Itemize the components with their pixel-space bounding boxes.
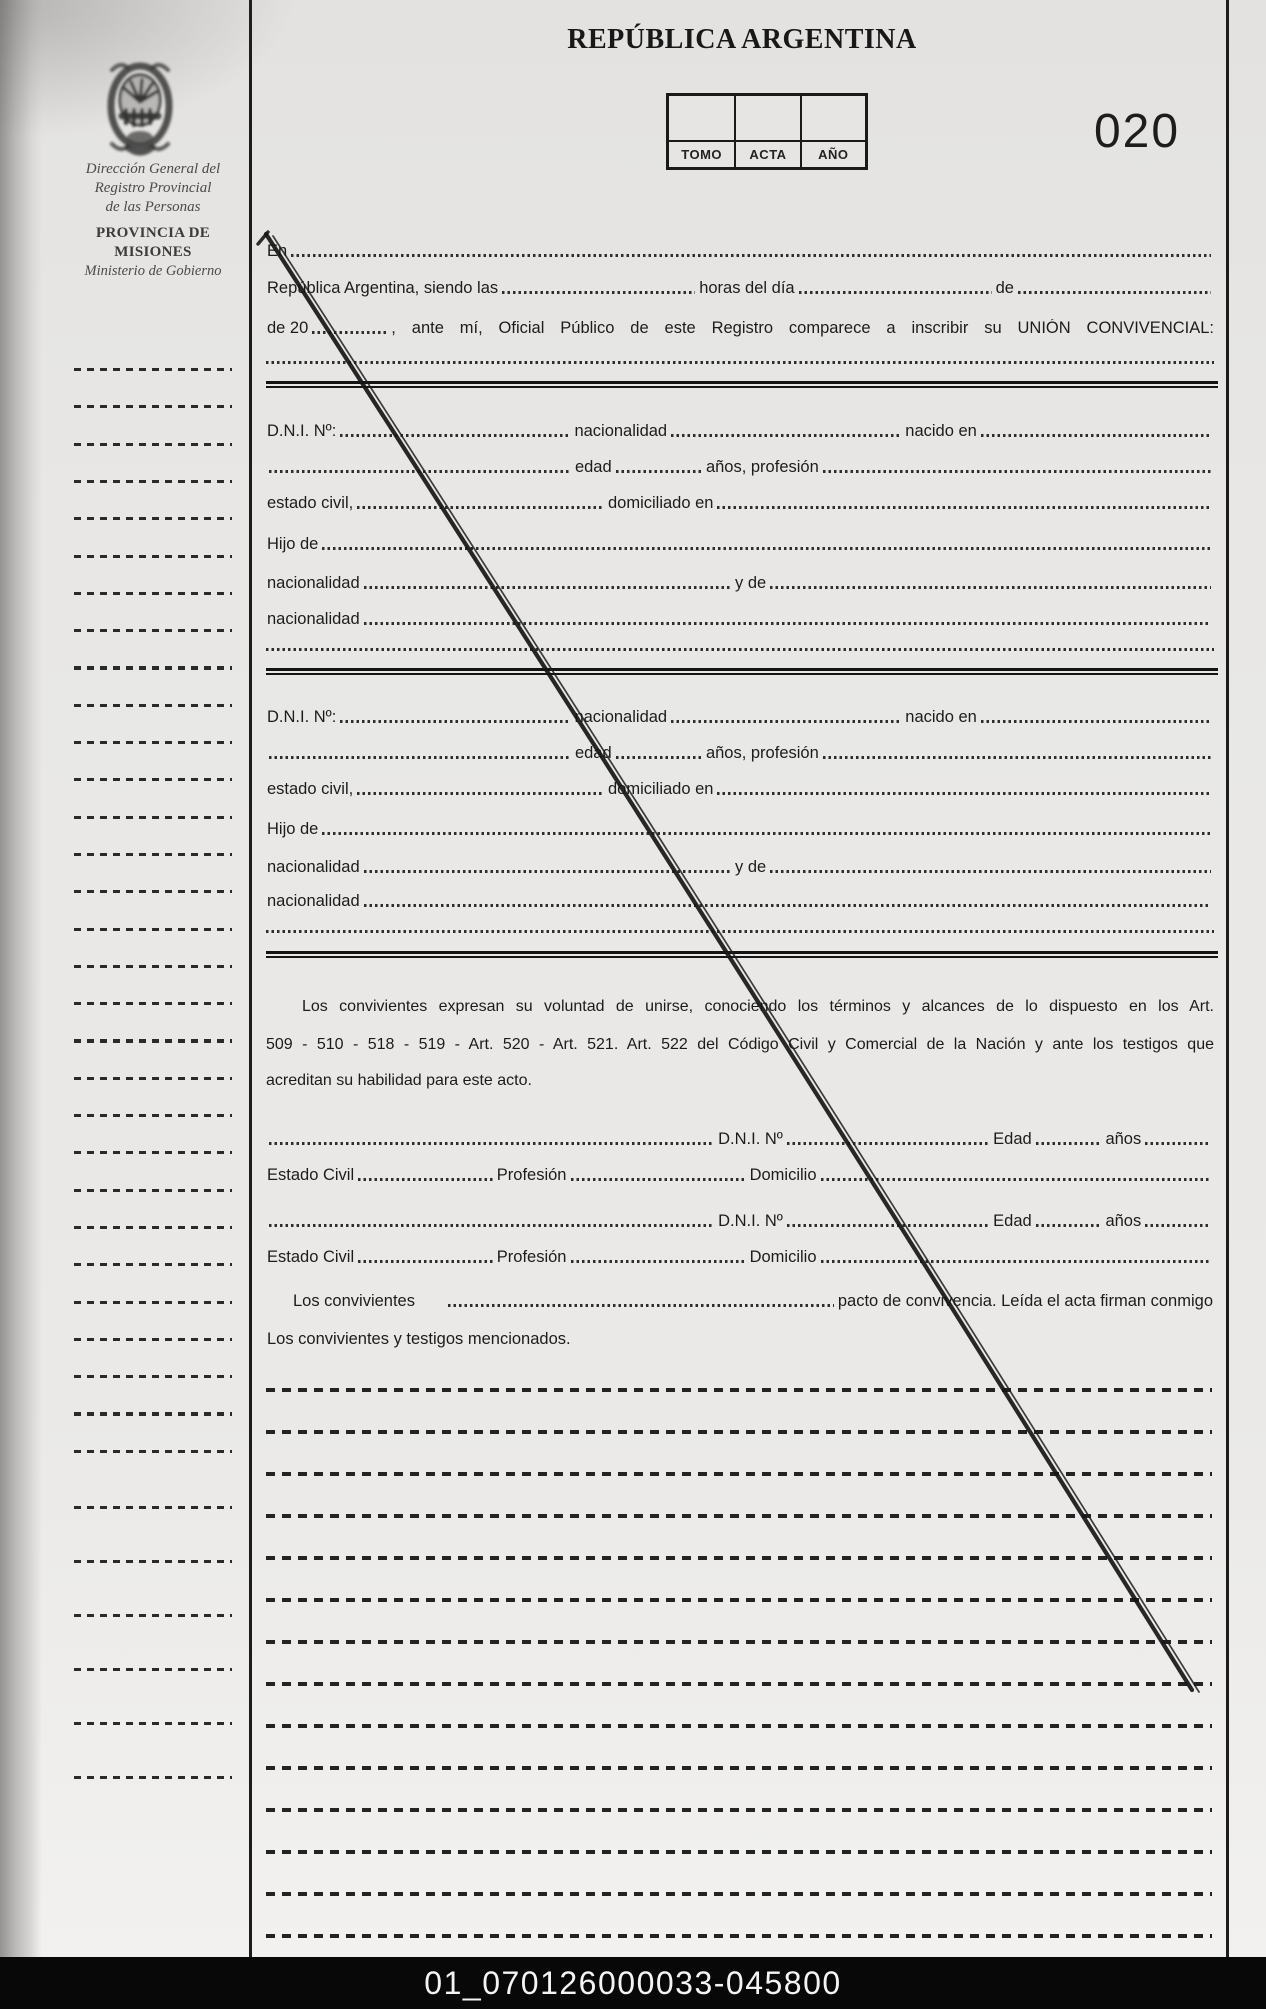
acta-sequence-number: 020 — [1093, 105, 1181, 158]
dashed-rule-line — [266, 1556, 1212, 1560]
label-pacto: pacto de convivencia. Leída el acta firman conmigo — [837, 1292, 1213, 1310]
label-nacionalidad: nacionalidad — [267, 892, 360, 910]
label-de-20: de 20 — [267, 319, 309, 337]
form-body — [266, 0, 1218, 1960]
dashed-rule-line — [266, 1430, 1212, 1434]
label-nacionalidad: nacionalidad — [574, 422, 668, 440]
label-siendo-las: República Argentina, siendo las — [267, 279, 499, 297]
dashed-rule-line — [266, 1640, 1212, 1644]
label-domiciliado: domiciliado en — [607, 494, 714, 512]
label-edad: edad — [574, 744, 612, 762]
label-nacionalidad: nacionalidad — [267, 610, 360, 628]
dashed-rule-line — [74, 1506, 232, 1509]
label-anos-profesion: años, profesión — [705, 744, 819, 762]
label-dni: D.N.I. Nº: — [267, 708, 337, 726]
scanner-code-bar — [0, 1957, 1266, 2009]
label-y-de: y de — [735, 858, 767, 876]
dashed-rule-line — [74, 1722, 232, 1725]
notes-dashed-lines — [266, 0, 1212, 1960]
label-dni: D.N.I. Nº: — [267, 422, 337, 440]
label-estado-civil: estado civil, — [267, 780, 354, 798]
right-margin-rule — [1226, 0, 1229, 1957]
label-hijo-de: Hijo de — [267, 535, 319, 553]
dashed-rule-line — [74, 1776, 232, 1779]
label-witness-domicilio: Domicilio — [749, 1248, 817, 1266]
label-nacionalidad: nacionalidad — [574, 708, 668, 726]
label-estado-civil: estado civil, — [267, 494, 354, 512]
label-witness-edad: Edad — [993, 1212, 1032, 1230]
left-column-rule — [249, 0, 252, 1957]
label-hijo-de: Hijo de — [267, 820, 319, 838]
label-domiciliado: domiciliado en — [607, 780, 714, 798]
label-witness-dni: D.N.I. Nº — [718, 1130, 783, 1148]
label-anos-profesion: años, profesión — [705, 458, 819, 476]
acta-label: ACTA — [734, 140, 799, 167]
dashed-rule-line — [266, 1892, 1212, 1896]
dashed-rule-line — [74, 1614, 232, 1617]
legal-paragraph-line2: 509 - 510 - 518 - 519 - Art. 520 - Art. 521. Art. 522 del Código Civil y Comercial de la Nación y ante los testigos que — [266, 1036, 1214, 1053]
label-witness-profesion: Profesión — [496, 1166, 567, 1184]
label-los-convivientes: Los convivientes — [293, 1292, 415, 1310]
org-line: Dirección General del — [85, 161, 221, 177]
label-y-de: y de — [735, 574, 767, 592]
province-line: MISIONES — [114, 243, 192, 260]
label-nacido-en: nacido en — [905, 422, 977, 440]
dashed-rule-line — [266, 1682, 1212, 1686]
dashed-rule-line — [266, 1850, 1212, 1854]
label-witness-profesion: Profesión — [496, 1248, 567, 1266]
dashed-rule-line — [74, 1668, 232, 1671]
label-nacionalidad: nacionalidad — [267, 858, 360, 876]
label-nacionalidad: nacionalidad — [267, 574, 360, 592]
label-final-line: Los convivientes y testigos mencionados. — [267, 1330, 571, 1348]
dashed-rule-line — [266, 1766, 1212, 1770]
label-nacido-en: nacido en — [905, 708, 977, 726]
scanner-code: 01_070126000033-045800 — [424, 1964, 842, 2001]
dashed-rule-line — [266, 1472, 1212, 1476]
dashed-rule-line — [266, 1514, 1212, 1518]
page-title: REPÚBLICA ARGENTINA — [567, 24, 917, 55]
label-ante-mi: , ante mí, Oficial Público de este Registro comparece a inscribir su UNIÓN CONVIVENCIAL: — [391, 319, 1214, 337]
label-de: de — [995, 279, 1014, 297]
dashed-rule-line — [266, 1724, 1212, 1728]
label-witness-anos: años — [1105, 1130, 1142, 1148]
dashed-rule-line — [266, 1598, 1212, 1602]
margin-signature-dashes-lower — [74, 0, 232, 2009]
label-witness-anos: años — [1105, 1212, 1142, 1230]
legal-paragraph-line3: acreditan su habilidad para este acto. — [266, 1072, 532, 1089]
org-line: de las Personas — [105, 199, 201, 216]
label-witness-estado: Estado Civil — [267, 1248, 355, 1266]
label-witness-domicilio: Domicilio — [749, 1166, 817, 1184]
label-witness-estado: Estado Civil — [267, 1166, 355, 1184]
legal-paragraph-line1: Los convivientes expresan su voluntad de unirse, conociendo los términos y alcances de lo dispuesto en los Art. — [302, 998, 1214, 1015]
label-horas-del-dia: horas del día — [699, 279, 795, 297]
ano-label: AÑO — [800, 140, 865, 167]
dashed-rule-line — [266, 1808, 1212, 1812]
label-edad: edad — [574, 458, 612, 476]
dashed-rule-line — [266, 1388, 1212, 1392]
label-witness-edad: Edad — [993, 1130, 1032, 1148]
label-en: En — [267, 242, 288, 260]
dashed-rule-line — [74, 1560, 232, 1563]
org-line: Registro Provincial — [94, 180, 212, 197]
province-line: PROVINCIA DE — [95, 225, 211, 241]
label-witness-dni: D.N.I. Nº — [718, 1212, 783, 1230]
ministry-name: Ministerio de Gobierno — [84, 263, 222, 279]
tomo-label: TOMO — [669, 140, 734, 167]
dashed-rule-line — [266, 1934, 1212, 1938]
